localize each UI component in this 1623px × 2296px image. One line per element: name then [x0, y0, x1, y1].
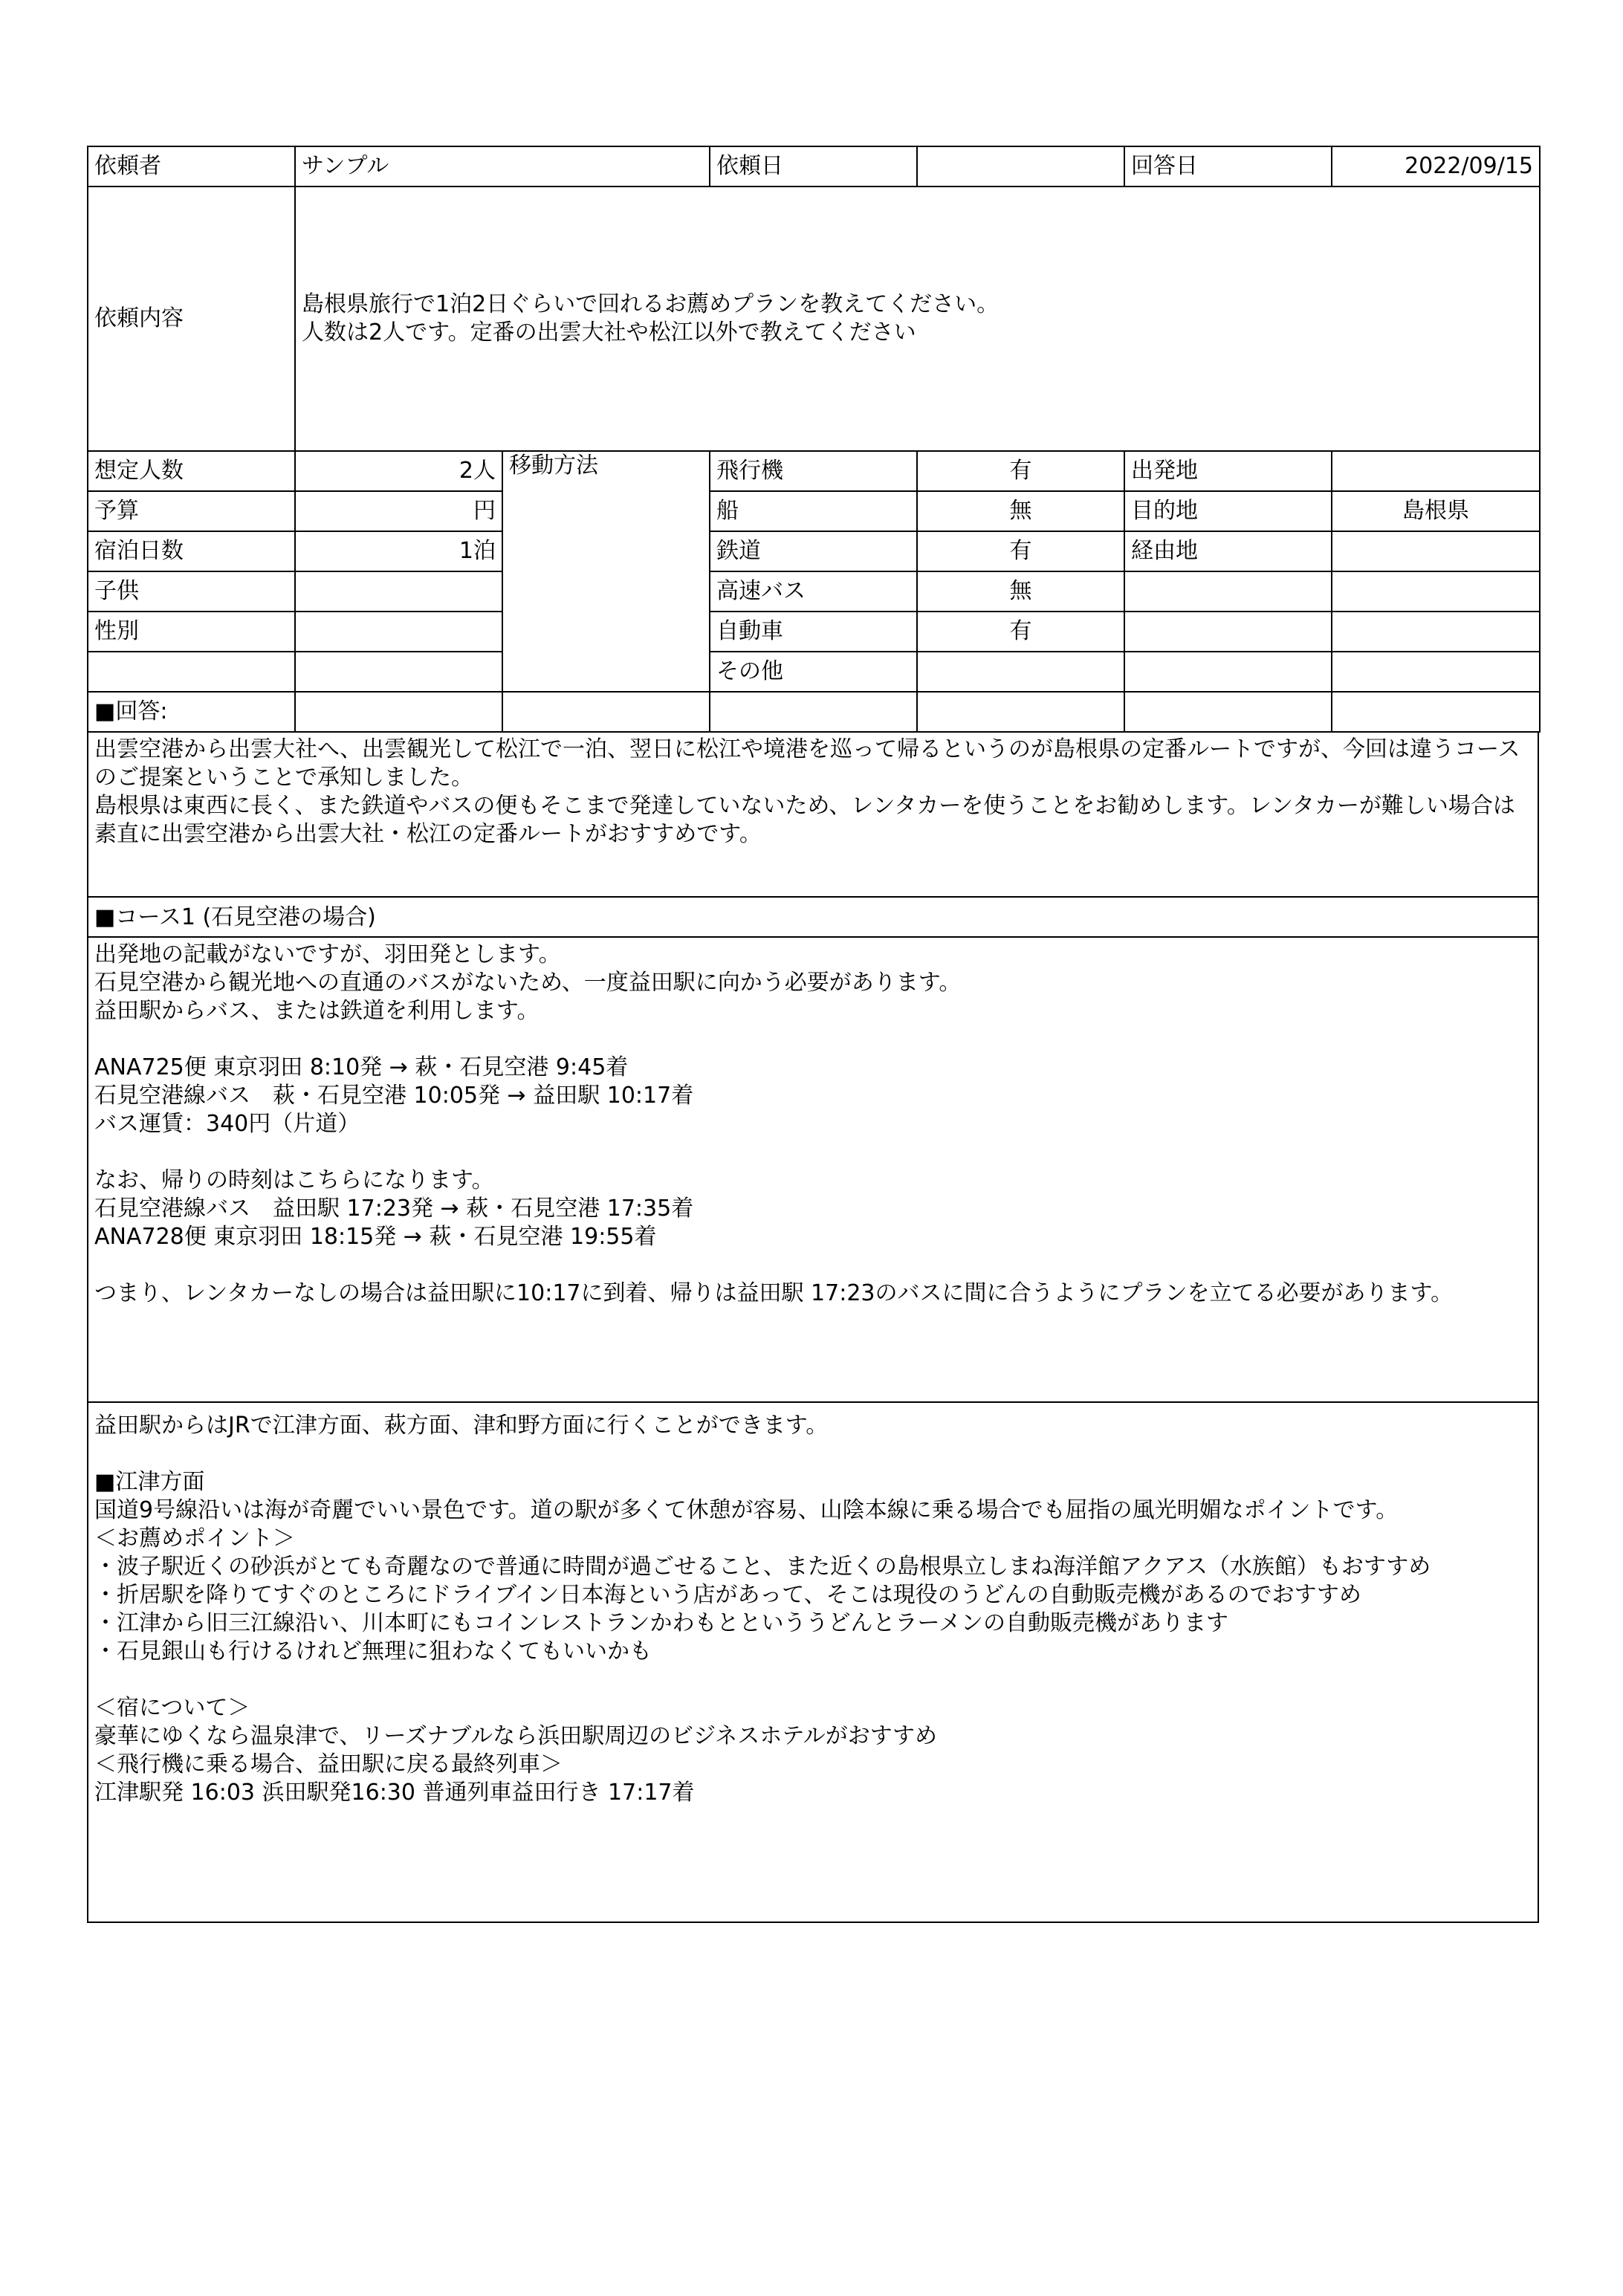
requester-label: 依頼者 — [88, 146, 295, 187]
course1-line: 石見空港から観光地への直通のバスがないため、一度益田駅に向かう必要があります。 — [94, 970, 962, 996]
area-line: ・折居駅を降りてすぐのところにドライブイン日本海という店があって、そこは現役のうどんの自動販売機があるのでおすすめ — [94, 1582, 1361, 1608]
empty-cell — [295, 692, 502, 732]
empty-cell — [917, 692, 1124, 732]
course1-title: ■コース1 (石見空港の場合) — [87, 898, 1539, 938]
budget-value: 円 — [295, 491, 502, 531]
area-line: ・石見銀山も行けるけれど無理に狙わなくてもいいかも — [94, 1638, 652, 1664]
course1-body — [87, 938, 1539, 1403]
budget-label: 予算 — [88, 491, 295, 531]
people-label: 想定人数 — [88, 451, 295, 491]
course1-line: 出発地の記載がないですが、羽田発とします。 — [94, 941, 561, 967]
transport-item-label: 鉄道 — [710, 531, 917, 571]
transport-item-value: 有 — [917, 451, 1124, 491]
gender-label: 性別 — [88, 612, 295, 652]
answer-paragraph: 出雲空港から出雲大社へ、出雲観光して松江で一泊、翌日に松江や境港を巡って帰るというのが島根県の定番ルートですが、今回は違うコースのご提案ということで承知しました。 — [94, 736, 1520, 791]
transport-item-value: 無 — [917, 571, 1124, 612]
empty-cell — [1332, 612, 1540, 652]
course1-line: バス運賃：340円（片道） — [94, 1111, 360, 1137]
area-line: 益田駅からはJRで江津方面、萩方面、津和野方面に行くことができます。 — [94, 1413, 829, 1439]
area-line: ■江津方面 — [94, 1469, 205, 1495]
nights-label: 宿泊日数 — [88, 531, 295, 571]
empty-cell — [1124, 612, 1332, 652]
area-line: ＜お薦めポイント＞ — [94, 1525, 295, 1551]
request-line: 島根県旅行で1泊2日ぐらいで回れるお薦めプランを教えてください。 — [302, 291, 1000, 317]
empty-cell — [295, 652, 502, 692]
transport-item-label: 船 — [710, 491, 917, 531]
empty-cell — [1332, 652, 1540, 692]
via-label: 経由地 — [1124, 531, 1332, 571]
area-line: ＜飛行機に乗る場合、益田駅に戻る最終列車＞ — [94, 1751, 563, 1777]
area-line: ＜宿について＞ — [94, 1695, 250, 1721]
empty-cell — [1124, 652, 1332, 692]
course1-line: 益田駅からバス、または鉄道を利用します。 — [94, 998, 540, 1024]
course1-line: つまり、レンタカーなしの場合は益田駅に10:17に到着、帰りは益田駅 17:23のバスに間に合うようにプランを立てる必要があります。 — [94, 1280, 1454, 1306]
request-content — [295, 187, 1540, 451]
empty-cell — [88, 652, 295, 692]
area-line: 国道9号線沿いは海が奇麗でいい景色です。道の駅が多くて休憩が容易、山陰本線に乗る場合でも屈指の風光明媚なポイントです。 — [94, 1497, 1399, 1523]
transport-item-value — [917, 652, 1124, 692]
course1-line: 石見空港線バス 萩・石見空港 10:05発 → 益田駅 10:17着 — [94, 1083, 694, 1109]
transport-label: 移動方法 — [502, 451, 710, 692]
transport-item-value: 無 — [917, 491, 1124, 531]
course1-line — [94, 1251, 1532, 1280]
request-date-label: 依頼日 — [710, 146, 917, 187]
answer-label: ■回答: — [88, 692, 295, 732]
departure-label: 出発地 — [1124, 451, 1332, 491]
area-body — [87, 1403, 1539, 1923]
destination-label: 目的地 — [1124, 491, 1332, 531]
transport-item-label: その他 — [710, 652, 917, 692]
transport-item-label: 自動車 — [710, 612, 917, 652]
empty-cell — [1332, 692, 1540, 732]
via-value — [1332, 531, 1540, 571]
course1-line — [94, 1025, 1532, 1054]
course1-line — [94, 1138, 1532, 1167]
requester-value: サンプル — [295, 146, 710, 187]
children-value — [295, 571, 502, 612]
request-content-label: 依頼内容 — [88, 187, 295, 451]
empty-cell — [502, 692, 710, 732]
request-form-sheet — [87, 146, 1539, 1923]
course1-line: なお、帰りの時刻はこちらになります。 — [94, 1167, 494, 1193]
area-line: ・江津から旧三江線沿い、川本町にもコインレストランかわもとといううどんとラーメンの自動販売機があります — [94, 1610, 1228, 1636]
empty-cell — [1124, 692, 1332, 732]
answer-date-value: 2022/09/15 — [1332, 146, 1540, 187]
course1-line: ANA728便 東京羽田 18:15発 → 萩・石見空港 19:55着 — [94, 1224, 657, 1250]
area-line — [94, 1440, 1532, 1468]
course1-line: 石見空港線バス 益田駅 17:23発 → 萩・石見空港 17:35着 — [94, 1196, 694, 1222]
request-line: 人数は2人です。定番の出雲大社や松江以外で教えてください — [302, 320, 916, 346]
departure-value — [1332, 451, 1540, 491]
answer-date-label: 回答日 — [1124, 146, 1332, 187]
transport-item-value: 有 — [917, 612, 1124, 652]
empty-cell — [710, 692, 917, 732]
nights-value: 1泊 — [295, 531, 502, 571]
area-line — [94, 1666, 1532, 1694]
area-line: 江津駅発 16:03 浜田駅発16:30 普通列車益田行き 17:17着 — [94, 1780, 695, 1806]
gender-value — [295, 612, 502, 652]
people-value: 2人 — [295, 451, 502, 491]
answer-intro — [87, 733, 1539, 898]
request-form-table — [87, 146, 1541, 733]
area-line: ・波子駅近くの砂浜がとても奇麗なので普通に時間が過ごせること、また近くの島根県立しまね海洋館アクアス（水族館）もおすすめ — [94, 1554, 1431, 1580]
answer-paragraph: 島根県は東西に長く、また鉄道やバスの便もそこまで発達していないため、レンタカーを使うことをお勧めします。レンタカーが難しい場合は素直に出雲空港から出雲大社・松江の定番ルートがおすすめです。 — [94, 793, 1515, 847]
transport-item-label: 高速バス — [710, 571, 917, 612]
empty-cell — [1332, 571, 1540, 612]
children-label: 子供 — [88, 571, 295, 612]
transport-item-label: 飛行機 — [710, 451, 917, 491]
request-date-value — [917, 146, 1124, 187]
transport-item-value: 有 — [917, 531, 1124, 571]
empty-cell — [1124, 571, 1332, 612]
course1-line: ANA725便 東京羽田 8:10発 → 萩・石見空港 9:45着 — [94, 1054, 629, 1080]
area-line: 豪華にゆくなら温泉津で、リーズナブルなら浜田駅周辺のビジネスホテルがおすすめ — [94, 1723, 937, 1749]
destination-value: 島根県 — [1332, 491, 1540, 531]
